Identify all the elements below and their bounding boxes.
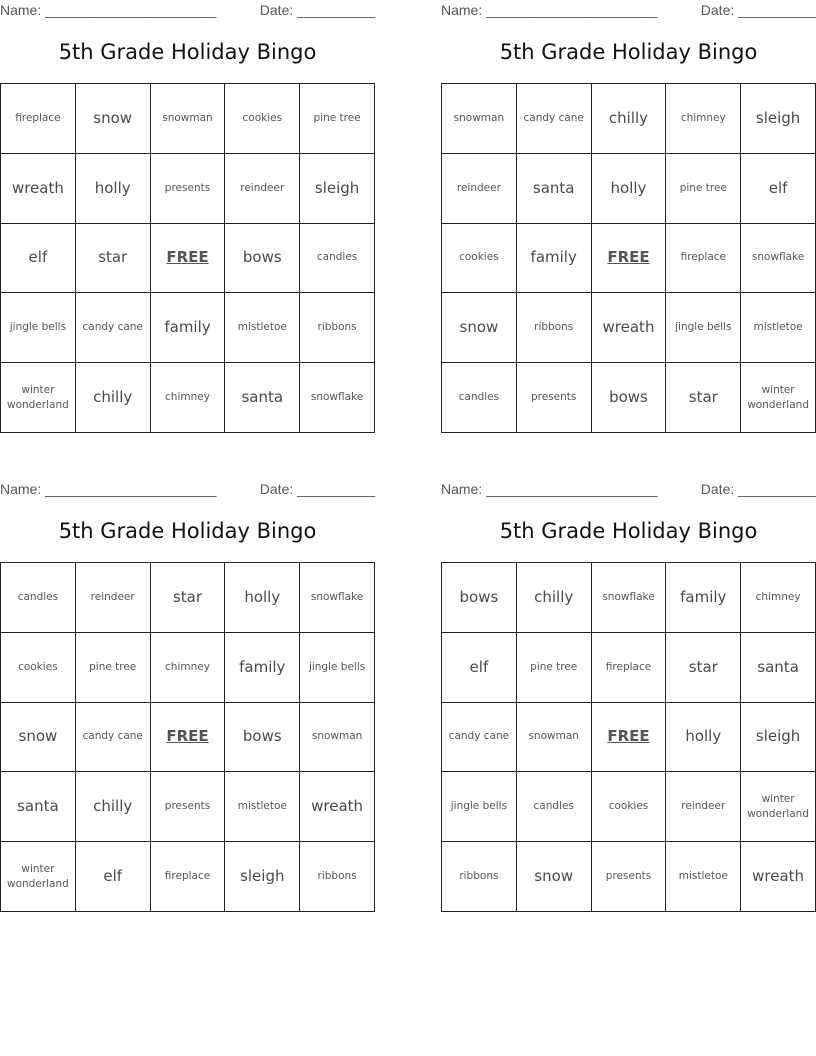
date-field-label: Date: __________ — [259, 2, 375, 18]
bingo-cell: chimney — [741, 563, 816, 633]
date-field-label: Date: __________ — [700, 481, 816, 497]
bingo-cell: ribbons — [442, 842, 517, 912]
bingo-cell: wreath — [1, 154, 76, 224]
bingo-cell: presents — [151, 154, 226, 224]
bingo-cell: holly — [76, 154, 151, 224]
bingo-cell: family — [666, 563, 741, 633]
name-date-line — [0, 2, 375, 20]
bingo-cell: candles — [300, 224, 375, 294]
bingo-cell: snow — [517, 842, 592, 912]
bingo-cell: candy cane — [76, 293, 151, 363]
bingo-cell: elf — [741, 154, 816, 224]
bingo-cell: santa — [225, 363, 300, 433]
bingo-cell: snow — [1, 703, 76, 773]
bingo-cell: jingle bells — [442, 772, 517, 842]
bingo-cell: winter wonderland — [741, 772, 816, 842]
name-field-label: Name: ______________________ — [441, 2, 658, 18]
bingo-cell: santa — [1, 772, 76, 842]
bingo-cell: bows — [442, 563, 517, 633]
bingo-cell: elf — [1, 224, 76, 294]
bingo-cell: chilly — [76, 772, 151, 842]
card-title: 5th Grade Holiday Bingo — [58, 40, 317, 64]
bingo-cell: mistletoe — [225, 293, 300, 363]
bingo-cell: jingle bells — [666, 293, 741, 363]
free-space-cell: FREE — [592, 703, 667, 773]
bingo-cell: family — [225, 633, 300, 703]
bingo-cell: pine tree — [76, 633, 151, 703]
bingo-cell: star — [76, 224, 151, 294]
bingo-cell: snow — [442, 293, 517, 363]
bingo-grid — [0, 562, 375, 912]
card-title: 5th Grade Holiday Bingo — [499, 519, 758, 543]
bingo-cell: candy cane — [442, 703, 517, 773]
bingo-cell: santa — [517, 154, 592, 224]
bingo-cell: reindeer — [666, 772, 741, 842]
date-field-label: Date: __________ — [259, 481, 375, 497]
bingo-cell: ribbons — [517, 293, 592, 363]
bingo-cell: cookies — [225, 84, 300, 154]
bingo-cell: candy cane — [76, 703, 151, 773]
bingo-cell: holly — [666, 703, 741, 773]
bingo-cell: jingle bells — [300, 633, 375, 703]
name-date-line — [441, 481, 816, 499]
bingo-cell: presents — [517, 363, 592, 433]
bingo-cell: holly — [225, 563, 300, 633]
bingo-cell: snowflake — [300, 363, 375, 433]
bingo-card-4 — [441, 479, 816, 913]
name-field-label: Name: ______________________ — [0, 2, 217, 18]
bingo-cell: presents — [151, 772, 226, 842]
bingo-cell: elf — [442, 633, 517, 703]
bingo-cell: ribbons — [300, 293, 375, 363]
bingo-cell: sleigh — [741, 703, 816, 773]
name-date-line — [0, 481, 375, 499]
bingo-cell: mistletoe — [225, 772, 300, 842]
card-title: 5th Grade Holiday Bingo — [58, 519, 317, 543]
name-field-label: Name: ______________________ — [0, 481, 217, 497]
bingo-cell: bows — [592, 363, 667, 433]
bingo-cell: bows — [225, 224, 300, 294]
bingo-cell: fireplace — [1, 84, 76, 154]
bingo-cell: winter wonderland — [1, 363, 76, 433]
bingo-cell: chilly — [592, 84, 667, 154]
bingo-cell: mistletoe — [666, 842, 741, 912]
bingo-card-2 — [441, 0, 816, 434]
bingo-cell: jingle bells — [1, 293, 76, 363]
bingo-cell: winter wonderland — [741, 363, 816, 433]
bingo-cell: candles — [1, 563, 76, 633]
bingo-cell: family — [517, 224, 592, 294]
bingo-cell: star — [151, 563, 226, 633]
free-space-cell: FREE — [151, 703, 226, 773]
bingo-cell: wreath — [300, 772, 375, 842]
bingo-cell: winter wonderland — [1, 842, 76, 912]
bingo-cell: candles — [517, 772, 592, 842]
bingo-cell: cookies — [1, 633, 76, 703]
bingo-cell: snowflake — [741, 224, 816, 294]
bingo-cell: snowman — [442, 84, 517, 154]
bingo-cell: chilly — [76, 363, 151, 433]
card-title: 5th Grade Holiday Bingo — [499, 40, 758, 64]
bingo-cell: holly — [592, 154, 667, 224]
bingo-cell: candy cane — [517, 84, 592, 154]
bingo-cell: star — [666, 633, 741, 703]
bingo-cell: chimney — [151, 363, 226, 433]
bingo-cell: pine tree — [300, 84, 375, 154]
bingo-card-3 — [0, 479, 375, 913]
bingo-cell: reindeer — [76, 563, 151, 633]
name-field-label: Name: ______________________ — [441, 481, 658, 497]
bingo-cell: chimney — [151, 633, 226, 703]
bingo-cell: star — [666, 363, 741, 433]
bingo-cell: fireplace — [151, 842, 226, 912]
bingo-cell: wreath — [741, 842, 816, 912]
bingo-grid — [441, 562, 816, 912]
bingo-cell: santa — [741, 633, 816, 703]
bingo-cell: ribbons — [300, 842, 375, 912]
bingo-card-1 — [0, 0, 375, 434]
bingo-cell: fireplace — [592, 633, 667, 703]
bingo-cell: sleigh — [300, 154, 375, 224]
bingo-cell: snowman — [151, 84, 226, 154]
bingo-grid — [441, 83, 816, 433]
bingo-cell: wreath — [592, 293, 667, 363]
bingo-cell: presents — [592, 842, 667, 912]
bingo-cell: cookies — [592, 772, 667, 842]
bingo-grid — [0, 83, 375, 433]
bingo-cell: pine tree — [517, 633, 592, 703]
bingo-cell: elf — [76, 842, 151, 912]
bingo-cell: chimney — [666, 84, 741, 154]
bingo-cell: sleigh — [741, 84, 816, 154]
date-field-label: Date: __________ — [700, 2, 816, 18]
bingo-cell: sleigh — [225, 842, 300, 912]
bingo-cell: mistletoe — [741, 293, 816, 363]
bingo-cell: reindeer — [225, 154, 300, 224]
bingo-cell: pine tree — [666, 154, 741, 224]
bingo-cell: bows — [225, 703, 300, 773]
bingo-cell: chilly — [517, 563, 592, 633]
bingo-cell: candles — [442, 363, 517, 433]
free-space-cell: FREE — [592, 224, 667, 294]
bingo-cell: family — [151, 293, 226, 363]
bingo-cell: snowman — [517, 703, 592, 773]
bingo-cell: snowman — [300, 703, 375, 773]
bingo-cell: fireplace — [666, 224, 741, 294]
bingo-cell: reindeer — [442, 154, 517, 224]
name-date-line — [441, 2, 816, 20]
free-space-cell: FREE — [151, 224, 226, 294]
bingo-cell: snowflake — [300, 563, 375, 633]
bingo-cell: snow — [76, 84, 151, 154]
bingo-cell: snowflake — [592, 563, 667, 633]
bingo-cell: cookies — [442, 224, 517, 294]
